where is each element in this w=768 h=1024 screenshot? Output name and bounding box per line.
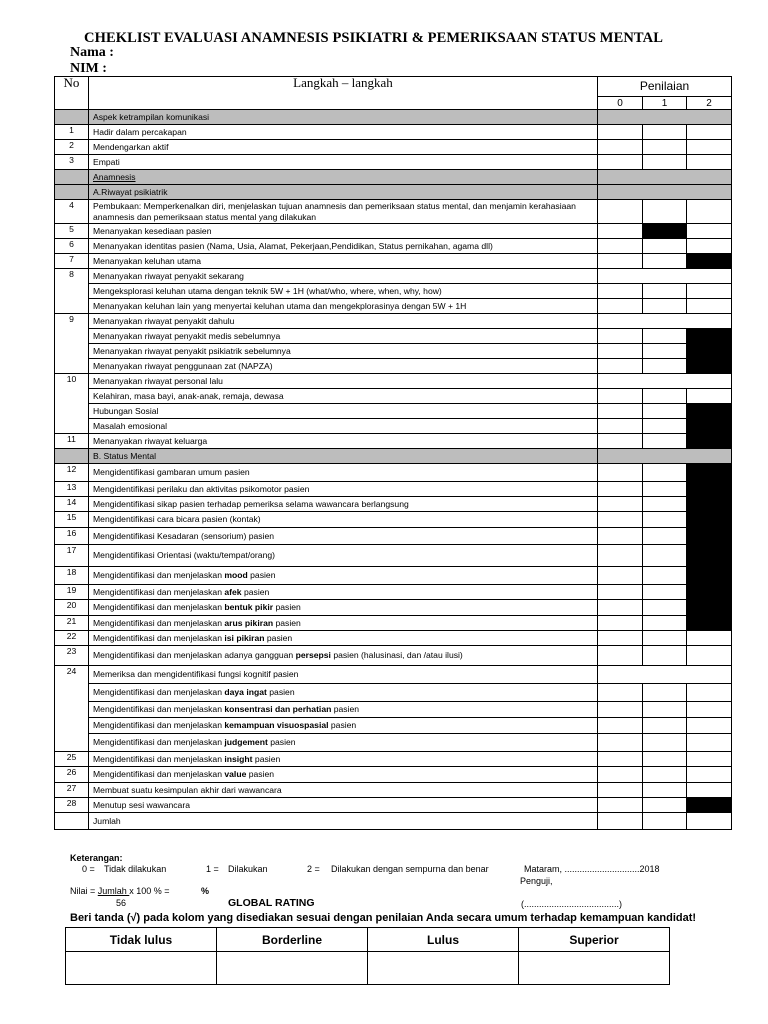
score-cell-0[interactable]	[598, 299, 643, 314]
row-no	[55, 449, 89, 464]
row-step: Mengidentifikasi dan menjelaskan judgement pasien	[89, 734, 598, 752]
checklist-table	[54, 76, 732, 830]
row-no: 12	[55, 464, 89, 482]
score-cell-1[interactable]	[643, 404, 687, 419]
score-cell-0[interactable]	[598, 284, 643, 299]
section-row	[55, 185, 732, 200]
score-cell-0[interactable]	[598, 125, 643, 140]
section-title: A.Riwayat psikiatrik	[89, 185, 598, 200]
table-row	[55, 269, 732, 284]
score-cell-1[interactable]	[643, 419, 687, 434]
row-step: Menanyakan riwayat penyakit medis sebelumnya	[89, 329, 598, 344]
section-scores	[598, 170, 732, 185]
table-row	[55, 646, 732, 666]
row-step: Menutup sesi wawancara	[89, 798, 598, 813]
score-cell-0[interactable]	[598, 813, 643, 830]
row-step: Mengidentifikasi Orientasi (waktu/tempat/orang)	[89, 545, 598, 567]
score-cell-0[interactable]	[598, 464, 643, 482]
row-step: Mengidentifikasi dan menjelaskan insight pasien	[89, 752, 598, 767]
score-cell-1[interactable]	[643, 497, 687, 512]
row-no: 7	[55, 254, 89, 269]
row-step: Menanyakan keluhan lain yang menyertai keluhan utama dan mengekplorasinya dengan 5W + 1H	[89, 299, 598, 314]
row-no	[55, 813, 89, 830]
row-step: Mengidentifikasi gambaran umum pasien	[89, 464, 598, 482]
table-row	[55, 299, 732, 314]
table-row	[55, 752, 732, 767]
score-cell-2[interactable]	[687, 434, 732, 449]
global-rating-table	[65, 927, 670, 985]
row-no: 27	[55, 783, 89, 798]
nilai-percent: %	[201, 886, 210, 896]
score-cell-1[interactable]	[643, 125, 687, 140]
column-header-penilaian: Penilaian	[598, 77, 732, 97]
table-row	[55, 528, 732, 545]
row-no	[55, 170, 89, 185]
table-row	[55, 585, 732, 600]
score-cell-0[interactable]	[598, 783, 643, 798]
table-row	[55, 734, 732, 752]
score-merged	[598, 269, 732, 284]
table-row	[55, 798, 732, 813]
row-step: Mengidentifikasi sikap pasien terhadap pemeriksa selama wawancara berlangsung	[89, 497, 598, 512]
score-cell-0[interactable]	[598, 482, 643, 497]
row-step: Mengidentifikasi perilaku dan aktivitas psikomotor pasien	[89, 482, 598, 497]
score-cell-1[interactable]	[643, 389, 687, 404]
nilai-prefix: Nilai =	[70, 886, 98, 896]
score-cell-1[interactable]	[643, 684, 687, 702]
score-cell-2[interactable]	[687, 482, 732, 497]
table-row	[55, 813, 732, 830]
rating-tidak-lulus: Tidak lulus	[66, 928, 217, 952]
row-step: Menanyakan riwayat keluarga	[89, 434, 598, 449]
score-merged	[598, 374, 732, 389]
legend-two: 2 =	[307, 864, 320, 874]
score-cell-1[interactable]	[643, 783, 687, 798]
row-no	[55, 110, 89, 125]
section-row	[55, 110, 732, 125]
score-cell-2[interactable]	[687, 684, 732, 702]
rating-checkbox-borderline[interactable]	[217, 952, 368, 985]
row-step: Hubungan Sosial	[89, 404, 598, 419]
row-step: Menanyakan riwayat penyakit dahulu	[89, 314, 598, 329]
row-no: 16	[55, 528, 89, 545]
row-step: Mendengarkan aktif	[89, 140, 598, 155]
section-title: Anamnesis	[89, 170, 598, 185]
score-cell-0[interactable]	[598, 389, 643, 404]
score-cell-2[interactable]	[687, 585, 732, 600]
rating-superior: Superior	[519, 928, 670, 952]
row-step: Mengidentifikasi dan menjelaskan daya ingat pasien	[89, 684, 598, 702]
score-cell-2[interactable]	[687, 798, 732, 813]
section-scores	[598, 110, 732, 125]
score-cell-2[interactable]	[687, 702, 732, 718]
score-cell-2[interactable]	[687, 329, 732, 344]
score-cell-0[interactable]	[598, 585, 643, 600]
score-cell-1[interactable]	[643, 813, 687, 830]
row-step: Mengidentifikasi cara bicara pasien (kontak)	[89, 512, 598, 528]
score-cell-1[interactable]	[643, 344, 687, 359]
table-row	[55, 434, 732, 449]
score-cell-0[interactable]	[598, 344, 643, 359]
section-scores	[598, 449, 732, 464]
row-no: 17	[55, 545, 89, 567]
score-cell-0[interactable]	[598, 752, 643, 767]
row-no: 11	[55, 434, 89, 449]
score-cell-0[interactable]	[598, 631, 643, 646]
table-row	[55, 344, 732, 359]
score-cell-0[interactable]	[598, 718, 643, 734]
row-no: 18	[55, 567, 89, 585]
score-cell-0[interactable]	[598, 497, 643, 512]
score-cell-0[interactable]	[598, 567, 643, 585]
score-cell-0[interactable]	[598, 798, 643, 813]
score-cell-1[interactable]	[643, 646, 687, 666]
row-step: Mengidentifikasi dan menjelaskan konsentrasi dan perhatian pasien	[89, 702, 598, 718]
row-step: Mengidentifikasi dan menjelaskan mood pasien	[89, 567, 598, 585]
score-cell-1[interactable]	[643, 140, 687, 155]
score-cell-1[interactable]	[643, 616, 687, 631]
score-header-2: 2	[687, 97, 732, 110]
score-cell-1[interactable]	[643, 767, 687, 783]
score-cell-2[interactable]	[687, 767, 732, 783]
score-cell-2[interactable]	[687, 616, 732, 631]
row-no: 26	[55, 767, 89, 783]
row-no: 14	[55, 497, 89, 512]
score-cell-0[interactable]	[598, 528, 643, 545]
score-cell-1[interactable]	[643, 567, 687, 585]
row-no: 8	[55, 269, 89, 314]
score-cell-2[interactable]	[687, 752, 732, 767]
score-cell-2[interactable]	[687, 545, 732, 567]
row-step: Pembukaan: Memperkenalkan diri, menjelaskan tujuan anamnesis dan pemeriksaan status mental, dan menjamin kerahasiaan anamnesis dan pemeriksaan status mental yang dilakukan	[89, 200, 598, 224]
row-no: 4	[55, 200, 89, 224]
row-no: 28	[55, 798, 89, 813]
score-cell-1[interactable]	[643, 464, 687, 482]
score-cell-0[interactable]	[598, 545, 643, 567]
table-row	[55, 482, 732, 497]
score-cell-2[interactable]	[687, 631, 732, 646]
row-step: Masalah emosional	[89, 419, 598, 434]
score-cell-0[interactable]	[598, 600, 643, 616]
score-cell-2[interactable]	[687, 464, 732, 482]
section-scores	[598, 185, 732, 200]
table-row	[55, 567, 732, 585]
score-cell-0[interactable]	[598, 254, 643, 269]
table-row	[55, 718, 732, 734]
table-row	[55, 702, 732, 718]
table-row	[55, 783, 732, 798]
nim-label: NIM :	[70, 61, 107, 76]
score-cell-2[interactable]	[687, 419, 732, 434]
score-cell-1[interactable]	[643, 329, 687, 344]
score-cell-1[interactable]	[643, 224, 687, 239]
table-row	[55, 239, 732, 254]
score-cell-0[interactable]	[598, 200, 643, 224]
rating-lulus: Lulus	[368, 928, 519, 952]
table-row	[55, 125, 732, 140]
table-row	[55, 512, 732, 528]
table-row	[55, 684, 732, 702]
legend-zero-text: Tidak dilakukan	[104, 864, 167, 874]
table-row	[55, 254, 732, 269]
score-cell-2[interactable]	[687, 783, 732, 798]
table-row	[55, 767, 732, 783]
score-cell-1[interactable]	[643, 359, 687, 374]
row-step: Kelahiran, masa bayi, anak-anak, remaja, dewasa	[89, 389, 598, 404]
section-title: Aspek ketrampilan komunikasi	[89, 110, 598, 125]
score-cell-1[interactable]	[643, 734, 687, 752]
score-cell-0[interactable]	[598, 767, 643, 783]
score-cell-0[interactable]	[598, 419, 643, 434]
row-no: 24	[55, 666, 89, 752]
table-row	[55, 545, 732, 567]
row-no: 6	[55, 239, 89, 254]
score-cell-2[interactable]	[687, 497, 732, 512]
table-row	[55, 631, 732, 646]
nilai-formula	[70, 886, 170, 896]
score-cell-1[interactable]	[643, 284, 687, 299]
place-date: Mataram, ..............................2018	[524, 864, 660, 874]
score-cell-0[interactable]	[598, 646, 643, 666]
score-cell-1[interactable]	[643, 528, 687, 545]
score-cell-2[interactable]	[687, 254, 732, 269]
score-cell-0[interactable]	[598, 359, 643, 374]
section-title: B. Status Mental	[89, 449, 598, 464]
score-cell-2[interactable]	[687, 813, 732, 830]
score-header-1: 1	[643, 97, 687, 110]
column-header-langkah: Langkah – langkah	[89, 77, 598, 110]
score-merged	[598, 666, 732, 684]
score-cell-1[interactable]	[643, 512, 687, 528]
section-row	[55, 170, 732, 185]
score-cell-2[interactable]	[687, 140, 732, 155]
row-no: 15	[55, 512, 89, 528]
legend-one-text: Dilakukan	[228, 864, 268, 874]
score-cell-0[interactable]	[598, 155, 643, 170]
row-step: Mengidentifikasi dan menjelaskan kemampuan visuospasial pasien	[89, 718, 598, 734]
row-step: Mengidentifikasi dan menjelaskan adanya gangguan persepsi pasien (halusinasi, dan /atau ilusi)	[89, 646, 598, 666]
row-no: 19	[55, 585, 89, 600]
nilai-numerator: Jumlah	[97, 886, 130, 896]
penguji-label: Penguji,	[520, 876, 553, 886]
score-cell-2[interactable]	[687, 718, 732, 734]
section-row	[55, 449, 732, 464]
legend-two-text: Dilakukan dengan sempurna dan benar	[331, 864, 489, 874]
row-no: 9	[55, 314, 89, 374]
score-cell-0[interactable]	[598, 140, 643, 155]
row-no: 13	[55, 482, 89, 497]
nilai-suffix: x 100 % =	[129, 886, 170, 896]
rating-checkbox-lulus[interactable]	[368, 952, 519, 985]
row-step: Mengidentifikasi dan menjelaskan afek pasien	[89, 585, 598, 600]
rating-checkbox-tidak-lulus[interactable]	[66, 952, 217, 985]
table-row	[55, 155, 732, 170]
row-step: Mengidentifikasi Kesadaran (sensorium) pasien	[89, 528, 598, 545]
score-cell-2[interactable]	[687, 734, 732, 752]
score-cell-0[interactable]	[598, 404, 643, 419]
score-cell-1[interactable]	[643, 702, 687, 718]
table-row	[55, 374, 732, 389]
score-cell-1[interactable]	[643, 600, 687, 616]
global-rating-heading: GLOBAL RATING	[228, 897, 315, 909]
row-step: Mengidentifikasi dan menjelaskan isi pikiran pasien	[89, 631, 598, 646]
score-cell-1[interactable]	[643, 752, 687, 767]
table-row	[55, 419, 732, 434]
score-cell-2[interactable]	[687, 646, 732, 666]
score-cell-2[interactable]	[687, 239, 732, 254]
score-cell-2[interactable]	[687, 528, 732, 545]
table-row	[55, 389, 732, 404]
score-cell-1[interactable]	[643, 434, 687, 449]
score-cell-1[interactable]	[643, 155, 687, 170]
row-step: Menanyakan riwayat penyakit sekarang	[89, 269, 598, 284]
score-header-0: 0	[598, 97, 643, 110]
row-step: Menanyakan keluhan utama	[89, 254, 598, 269]
row-step: Membuat suatu kesimpulan akhir dari wawancara	[89, 783, 598, 798]
score-cell-0[interactable]	[598, 224, 643, 239]
row-no: 3	[55, 155, 89, 170]
score-cell-1[interactable]	[643, 545, 687, 567]
nama-label: Nama :	[70, 45, 114, 60]
legend-zero: 0 =	[82, 864, 95, 874]
row-no: 22	[55, 631, 89, 646]
row-step: Mengidentifikasi dan menjelaskan arus pikiran pasien	[89, 616, 598, 631]
row-step: Menanyakan riwayat penyakit psikiatrik sebelumnya	[89, 344, 598, 359]
score-cell-1[interactable]	[643, 254, 687, 269]
score-cell-1[interactable]	[643, 798, 687, 813]
score-cell-1[interactable]	[643, 718, 687, 734]
score-cell-1[interactable]	[643, 631, 687, 646]
score-cell-2[interactable]	[687, 224, 732, 239]
table-row	[55, 464, 732, 482]
table-row	[55, 404, 732, 419]
score-cell-1[interactable]	[643, 585, 687, 600]
nilai-denominator: 56	[116, 898, 127, 908]
score-cell-0[interactable]	[598, 734, 643, 752]
score-cell-1[interactable]	[643, 200, 687, 224]
table-row	[55, 600, 732, 616]
score-cell-1[interactable]	[643, 299, 687, 314]
row-step: Mengidentifikasi dan menjelaskan value pasien	[89, 767, 598, 783]
score-cell-2[interactable]	[687, 284, 732, 299]
score-cell-0[interactable]	[598, 239, 643, 254]
table-row	[55, 359, 732, 374]
rating-checkbox-superior[interactable]	[519, 952, 670, 985]
row-step: Empati	[89, 155, 598, 170]
score-cell-2[interactable]	[687, 359, 732, 374]
row-step: Jumlah	[89, 813, 598, 830]
table-row	[55, 200, 732, 224]
row-step: Menanyakan kesediaan pasien	[89, 224, 598, 239]
table-row	[55, 284, 732, 299]
score-cell-1[interactable]	[643, 482, 687, 497]
row-no: 10	[55, 374, 89, 434]
row-step: Memeriksa dan mengidentifikasi fungsi kognitif pasien	[89, 666, 598, 684]
page-title: CHEKLIST EVALUASI ANAMNESIS PSIKIATRI & PEMERIKSAAN STATUS MENTAL	[84, 30, 663, 46]
table-row	[55, 616, 732, 631]
row-no: 5	[55, 224, 89, 239]
table-row	[55, 666, 732, 684]
row-no: 20	[55, 600, 89, 616]
score-cell-0[interactable]	[598, 702, 643, 718]
score-cell-2[interactable]	[687, 404, 732, 419]
row-step: Menanyakan riwayat penggunaan zat (NAPZA)	[89, 359, 598, 374]
row-step: Mengidentifikasi dan menjelaskan bentuk pikir pasien	[89, 600, 598, 616]
row-no: 23	[55, 646, 89, 666]
row-step: Mengeksplorasi keluhan utama dengan teknik 5W + 1H (what/who, where, when, why, how)	[89, 284, 598, 299]
score-cell-2[interactable]	[687, 344, 732, 359]
signature-line: (......................................)	[521, 899, 623, 909]
score-cell-2[interactable]	[687, 567, 732, 585]
score-cell-2[interactable]	[687, 512, 732, 528]
score-merged	[598, 314, 732, 329]
row-no	[55, 185, 89, 200]
table-row	[55, 497, 732, 512]
score-cell-2[interactable]	[687, 389, 732, 404]
row-step: Menanyakan riwayat personal lalu	[89, 374, 598, 389]
score-cell-2[interactable]	[687, 125, 732, 140]
score-cell-2[interactable]	[687, 155, 732, 170]
keterangan-label: Keterangan:	[70, 853, 123, 863]
row-step: Menanyakan identitas pasien (Nama, Usia, Alamat, Pekerjaan,Pendidikan, Status pernikahan, agama dll)	[89, 239, 598, 254]
table-row	[55, 314, 732, 329]
rating-borderline: Borderline	[217, 928, 368, 952]
score-cell-0[interactable]	[598, 616, 643, 631]
row-no: 2	[55, 140, 89, 155]
table-row	[55, 224, 732, 239]
table-row	[55, 329, 732, 344]
score-cell-2[interactable]	[687, 200, 732, 224]
row-no: 21	[55, 616, 89, 631]
score-cell-0[interactable]	[598, 329, 643, 344]
global-rating-instruction: Beri tanda (√) pada kolom yang disediakan sesuai dengan penilaian Anda secara umum terhadap kemampuan kandidat!	[70, 912, 697, 924]
score-cell-2[interactable]	[687, 600, 732, 616]
table-row	[55, 140, 732, 155]
row-no: 25	[55, 752, 89, 767]
row-step: Hadir dalam percakapan	[89, 125, 598, 140]
score-cell-2[interactable]	[687, 299, 732, 314]
score-cell-0[interactable]	[598, 434, 643, 449]
score-cell-0[interactable]	[598, 684, 643, 702]
score-cell-1[interactable]	[643, 239, 687, 254]
row-no: 1	[55, 125, 89, 140]
score-cell-0[interactable]	[598, 512, 643, 528]
column-header-no: No	[55, 77, 89, 110]
legend-one: 1 =	[206, 864, 219, 874]
